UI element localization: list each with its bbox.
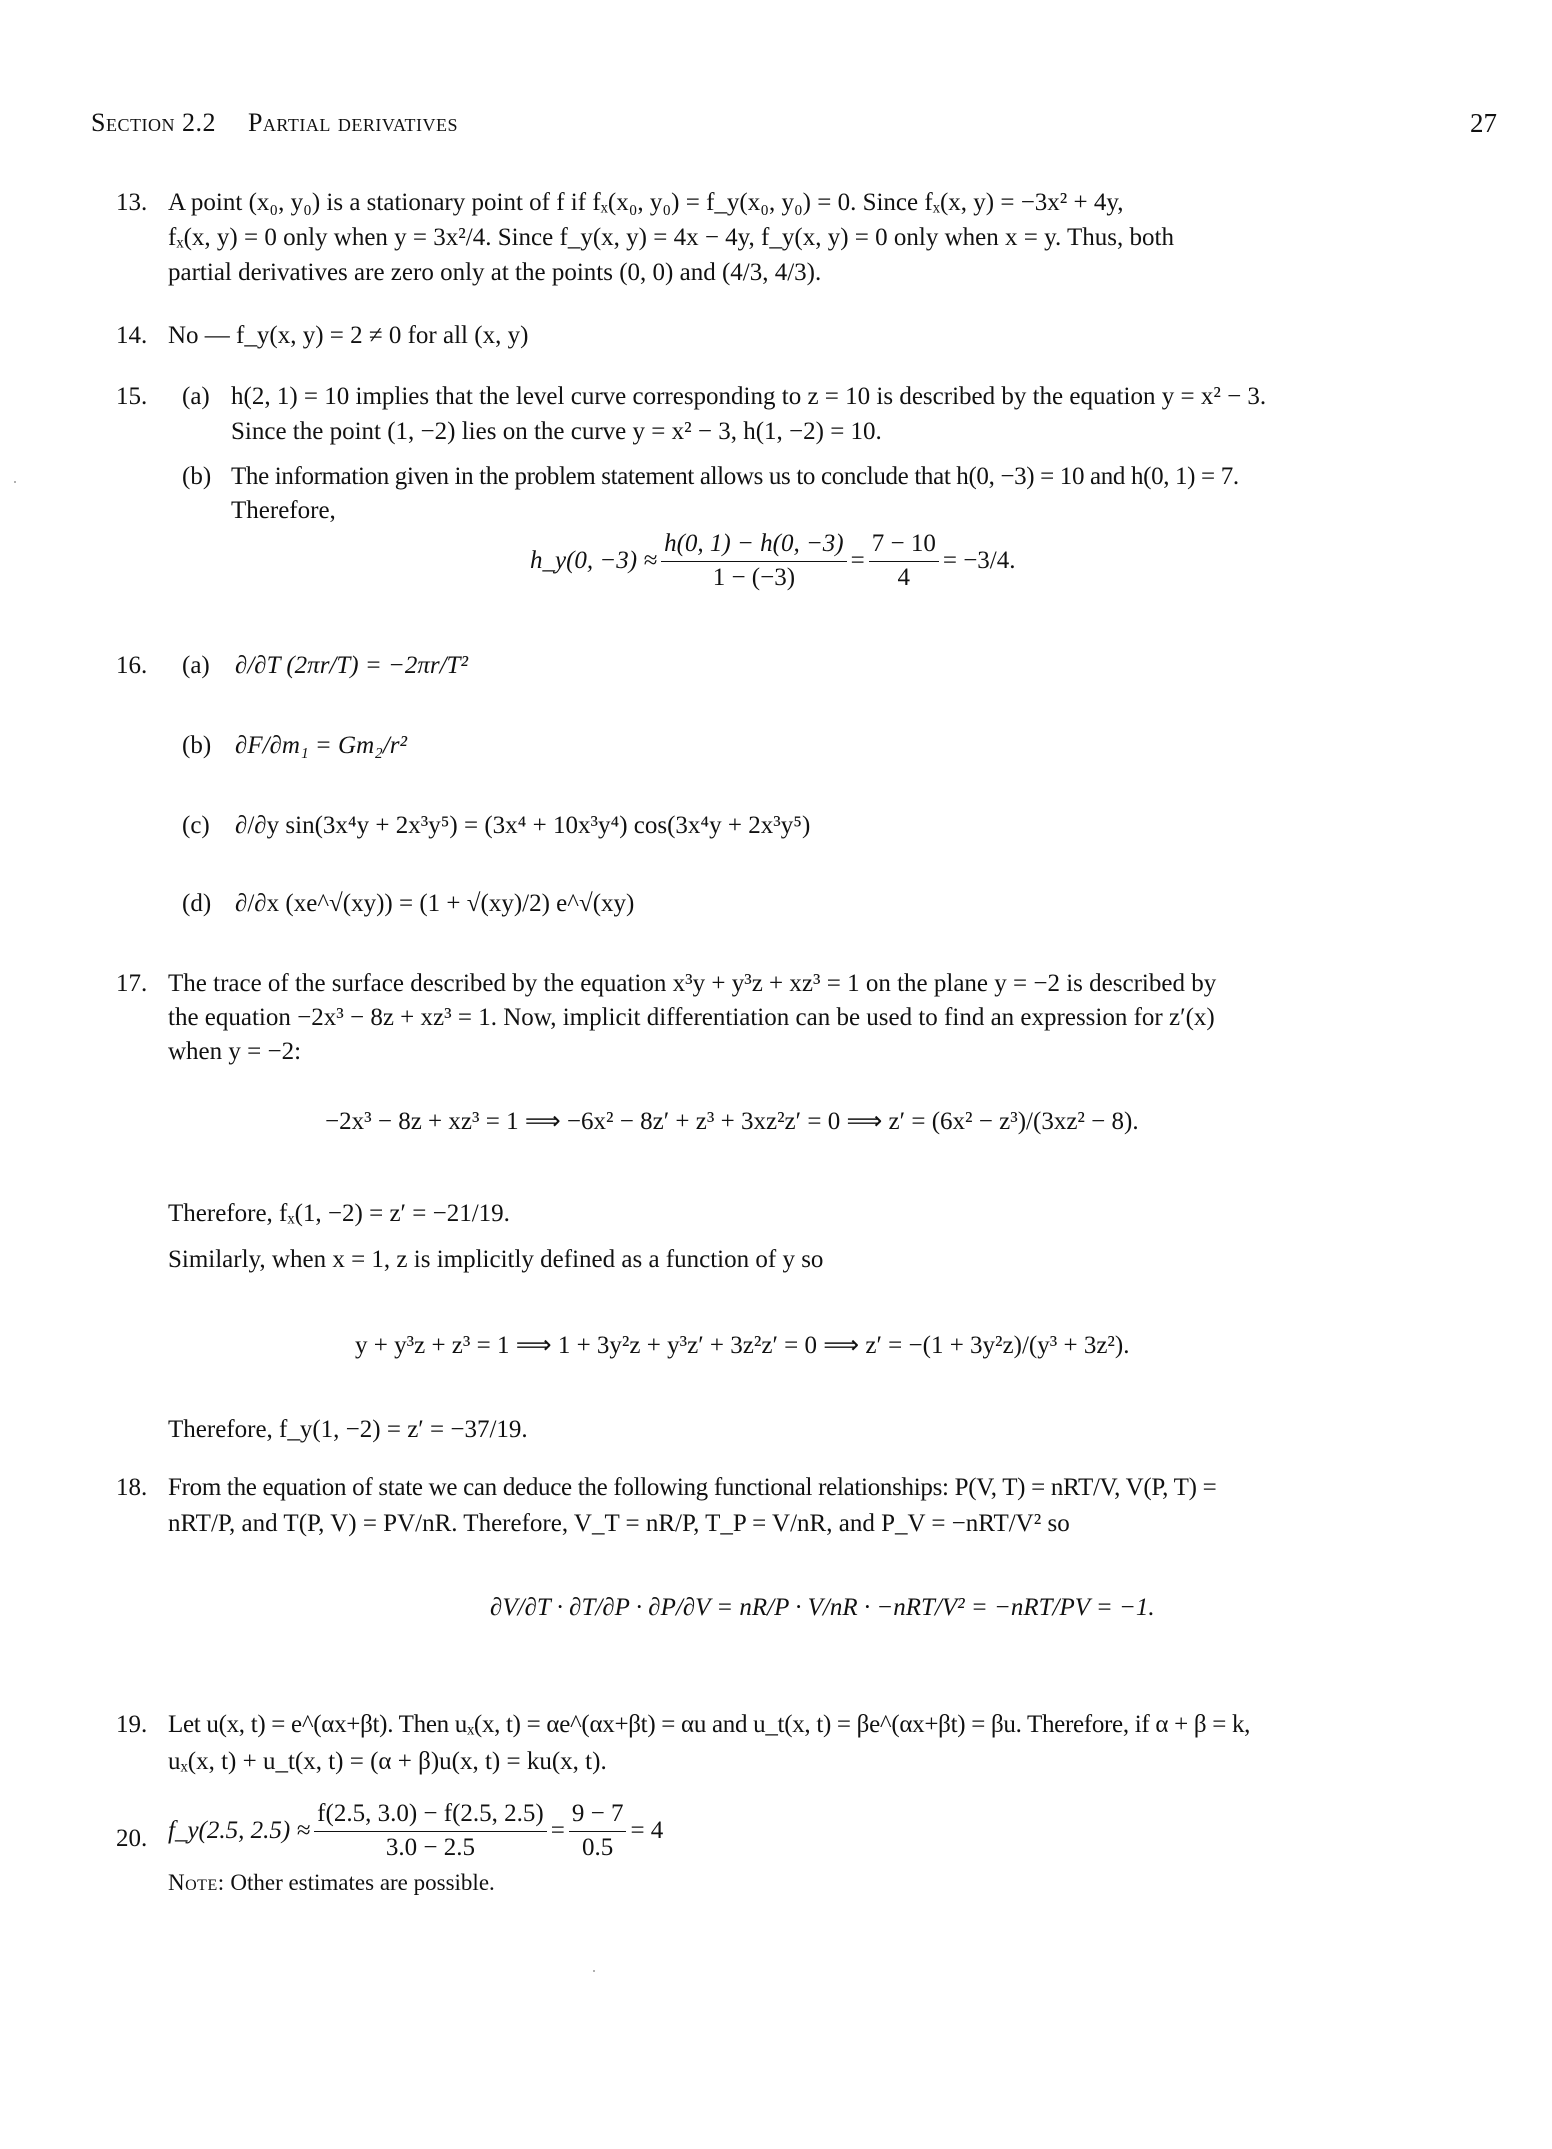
item16d-eq: ∂/∂x (xe^√(xy)) = (1 + √(xy)/2) e^√(xy) [235, 890, 635, 917]
item17-line1: The trace of the surface described by the equation x³y + y³z + xz³ = 1 on the plane y = −2 is described by [168, 970, 1217, 997]
note-label: Note: [168, 1870, 225, 1895]
section-title: Partial derivatives [247, 108, 458, 137]
item15a-line1: h(2, 1) = 10 implies that the level curve corresponding to z = 10 is described by the equation y = x² − 3. [231, 383, 1267, 410]
section-number: Section 2.2 [91, 108, 216, 137]
fraction [569, 1800, 627, 1863]
item17-line3: when y = −2: [168, 1038, 302, 1065]
item19-line1: Let u(x, t) = e^(αx+βt). Then uₓ(x, t) = αe^(αx+βt) = αu and u_t(x, t) = βe^(αx+βt) = βu. Therefore, if α + β = k, [168, 1711, 1251, 1738]
numerator: h(0, 1) − h(0, −3) [661, 530, 847, 562]
item13-text: A point (x₀, y₀) is a stationary point of f if fₓ(x₀, y₀) = f_y(x₀, y₀) = 0. Since fₓ(x, y) = −3x² + 4y, [168, 189, 1124, 216]
item-number-19: 19. [116, 1711, 148, 1738]
item17-similarly: Similarly, when x = 1, z is implicitly defined as a function of y so [168, 1246, 824, 1273]
scan-speck [14, 481, 16, 483]
item13-line3: partial derivatives are zero only at the points (0, 0) and (4/3, 4/3). [168, 259, 822, 286]
item16a-eq: ∂/∂T (2πr/T) = −2πr/T² [235, 652, 468, 679]
numerator: 9 − 7 [569, 1800, 627, 1832]
item19-line2: uₓ(x, t) + u_t(x, t) = (α + β)u(x, t) = ku(x, t). [168, 1748, 607, 1775]
item17-therefore1: Therefore, fₓ(1, −2) = z′ = −21/19. [168, 1200, 510, 1227]
part-label-16c: (c) [182, 812, 210, 839]
running-header [91, 108, 458, 138]
part-label-16a: (a) [182, 652, 210, 679]
item16b-eq: ∂F/∂m₁ = Gm₂/r² [235, 732, 408, 759]
numerator: 7 − 10 [869, 530, 939, 562]
item16c-eq: ∂/∂y sin(3x⁴y + 2x³y⁵) = (3x⁴ + 10x³y⁴) cos(3x⁴y + 2x³y⁵) [235, 812, 811, 839]
item17-equation2: y + y³z + z³ = 1 ⟹ 1 + 3y²z + y³z′ + 3z²z′ = 0 ⟹ z′ = −(1 + 3y²z)/(y³ + 3z²). [355, 1332, 1130, 1359]
eq-result: = 4 [630, 1817, 664, 1845]
item15b-line2: Therefore, [231, 497, 336, 524]
eq-lhs: f_y(2.5, 2.5) ≈ [168, 1817, 311, 1845]
page-number: 27 [1470, 108, 1497, 138]
item20-note [168, 1870, 495, 1896]
item-number-14: 14. [116, 322, 148, 349]
part-label-15b: (b) [182, 463, 212, 490]
numerator: f(2.5, 3.0) − f(2.5, 2.5) [314, 1800, 547, 1832]
part-label-16b: (b) [182, 732, 212, 759]
item-number-15: 15. [116, 383, 148, 410]
item-number-13: 13. [116, 189, 148, 216]
item15b-equation [530, 530, 1016, 593]
item18-equation: ∂V/∂T · ∂T/∂P · ∂P/∂V = nR/P · V/nR · −nRT/V² = −nRT/PV = −1. [490, 1594, 1155, 1621]
equals-sign: = [850, 547, 865, 575]
fraction [869, 530, 939, 593]
item18-line2: nRT/P, and T(P, V) = PV/nR. Therefore, V_T = nR/P, T_P = V/nR, and P_V = −nRT/V² so [168, 1510, 1070, 1537]
denominator: 1 − (−3) [712, 563, 796, 591]
item15a-line2: Since the point (1, −2) lies on the curve y = x² − 3, h(1, −2) = 10. [231, 418, 882, 445]
fraction [661, 530, 847, 593]
item13-line1 [168, 189, 1468, 217]
eq-lhs: h_y(0, −3) ≈ [530, 547, 658, 575]
item-number-17: 17. [116, 970, 148, 997]
item-number-20: 20. [116, 1825, 148, 1852]
equals-sign: = [550, 1817, 565, 1845]
denominator: 4 [897, 563, 911, 591]
fraction [314, 1800, 547, 1863]
scan-speck [593, 1970, 595, 1972]
part-label-15a: (a) [182, 383, 210, 410]
item15b-line1: The information given in the problem statement allows us to conclude that h(0, −3) = 10 and h(0, 1) = 7. [231, 463, 1239, 490]
item17-equation1: −2x³ − 8z + xz³ = 1 ⟹ −6x² − 8z′ + z³ + 3xz²z′ = 0 ⟹ z′ = (6x² − z³)/(3xz² − 8). [325, 1108, 1139, 1135]
item20-equation [168, 1800, 663, 1863]
item14-line1: No — f_y(x, y) = 2 ≠ 0 for all (x, y) [168, 322, 529, 349]
item18-line1: From the equation of state we can deduce the following functional relationships: P(V, T) = nRT/V, V(P, T) = [168, 1474, 1217, 1501]
part-label-16d: (d) [182, 890, 212, 917]
item13-line2: fₓ(x, y) = 0 only when y = 3x²/4. Since f_y(x, y) = 4x − 4y, f_y(x, y) = 0 only when x = y. Thus, both [168, 224, 1174, 251]
item-number-18: 18. [116, 1474, 148, 1501]
eq-result: = −3/4. [942, 547, 1016, 575]
denominator: 3.0 − 2.5 [385, 1833, 475, 1861]
note-text: Other estimates are possible. [230, 1870, 495, 1895]
item-number-16: 16. [116, 652, 148, 679]
denominator: 0.5 [582, 1833, 614, 1861]
item17-line2: the equation −2x³ − 8z + xz³ = 1. Now, implicit differentiation can be used to find an expression for z′(x) [168, 1004, 1215, 1031]
item17-therefore2: Therefore, f_y(1, −2) = z′ = −37/19. [168, 1416, 528, 1443]
